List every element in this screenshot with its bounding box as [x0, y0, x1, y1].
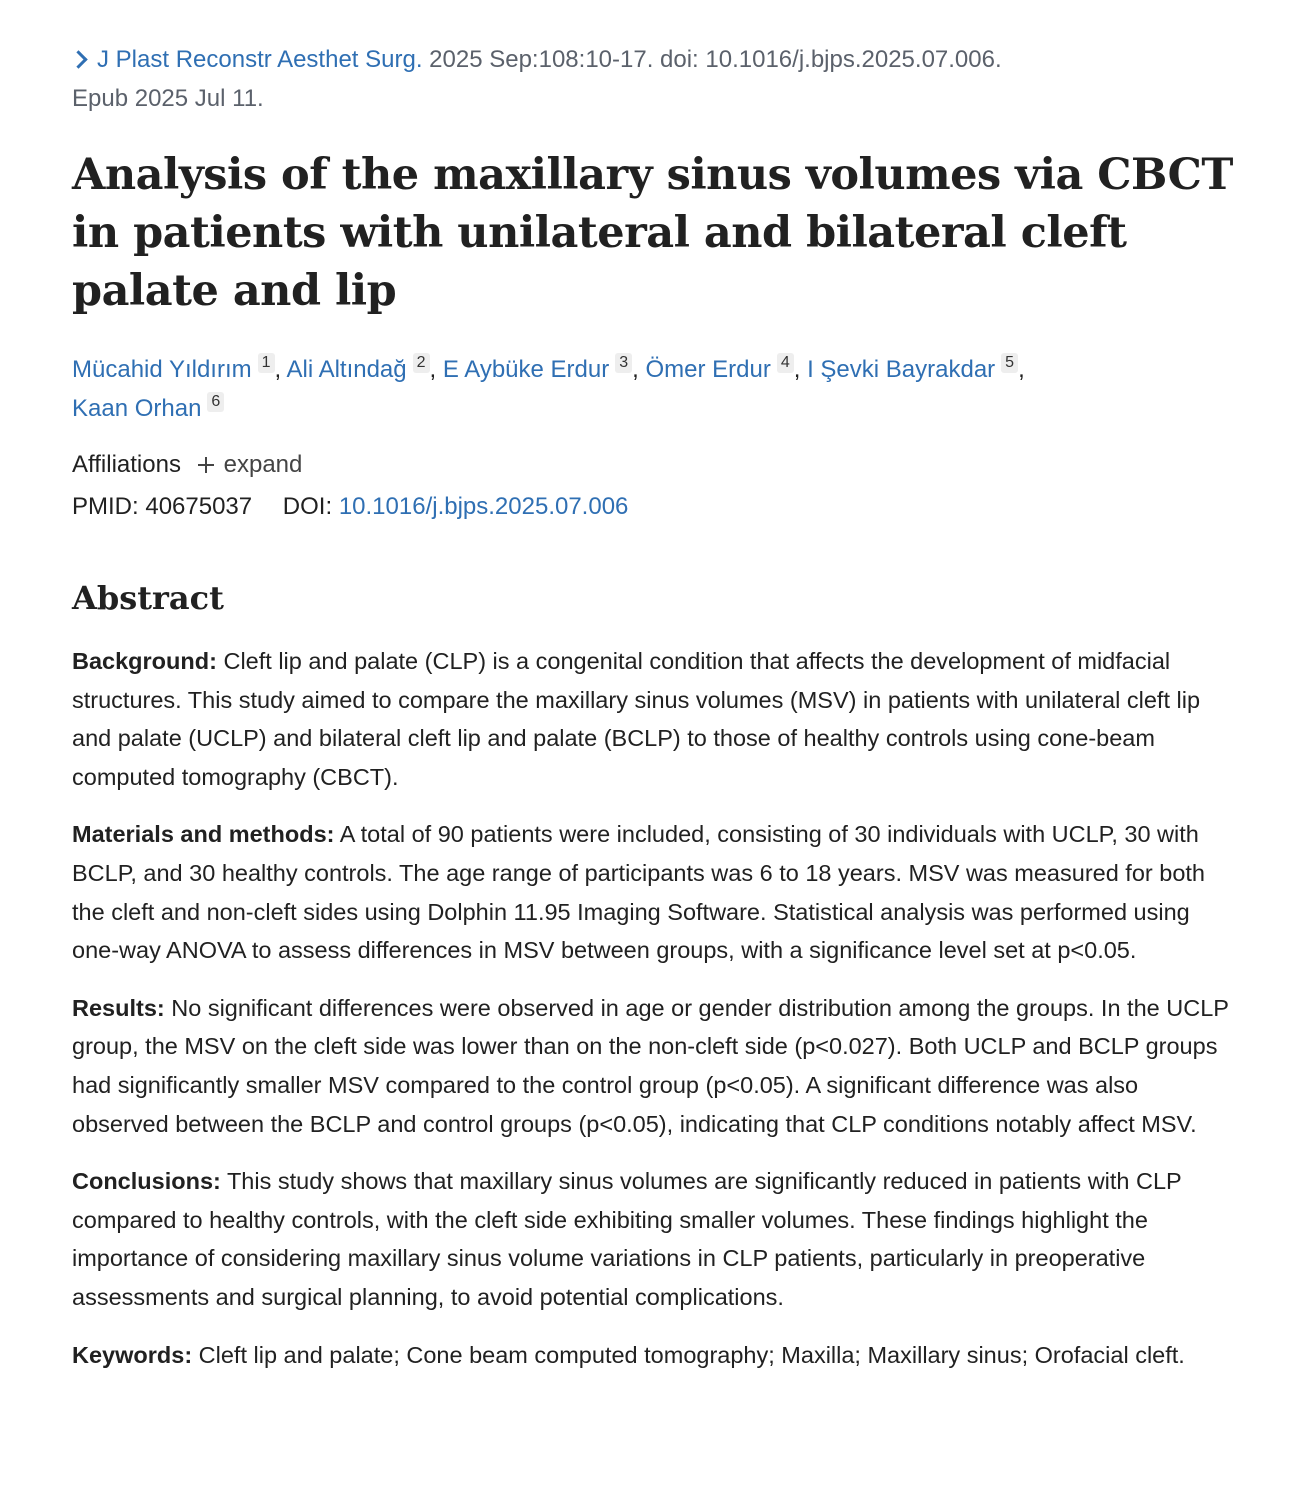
- author-link[interactable]: Ömer Erdur: [645, 356, 771, 383]
- affiliations-row: [72, 446, 1238, 484]
- epub-date: Epub 2025 Jul 11.: [72, 85, 264, 112]
- section-label: Keywords:: [72, 1341, 193, 1368]
- affiliation-ref[interactable]: 6: [207, 392, 224, 412]
- pmid-label: PMID:: [72, 493, 139, 520]
- journal-name: J Plast Reconstr Aesthet Surg.: [97, 46, 423, 73]
- affiliation-ref[interactable]: 3: [615, 353, 632, 373]
- doi-link[interactable]: 10.1016/j.bjps.2025.07.006: [338, 493, 629, 520]
- section-text: This study shows that maxillary sinus volumes are significantly reduced in patients with CLP compared to healthy controls, with the cleft side exhibiting smaller volumes. These findings highlight the importance of considering maxillary sinus volume variations in CLP patients, particularly in preoperative assessments and surgical planning, to avoid potential complications.: [72, 1168, 1182, 1310]
- keywords-text: Cleft lip and palate; Cone beam computed tomography; Maxilla; Maxillary sinus; Orofacial cleft.: [198, 1341, 1185, 1368]
- section-label: Conclusions:: [72, 1168, 221, 1195]
- plus-icon: [198, 457, 214, 473]
- section-label: Materials and methods:: [72, 821, 335, 848]
- section-text: A total of 90 patients were included, consisting of 30 individuals with UCLP, 30 with BCLP, and 30 healthy controls. The age range of participants was 6 to 18 years. MSV was measured for both the cleft and non-cleft sides using Dolphin 11.95 Imaging Software. Statistical analysis was performed using one-way ANOVA to assess differences in MSV between groups, with a significance level set at p<0.05.: [72, 821, 1206, 964]
- affiliation-ref[interactable]: 2: [413, 353, 430, 373]
- identifiers-row: [72, 488, 1238, 526]
- keywords: [72, 1336, 1238, 1375]
- author-link[interactable]: I Şevki Bayrakdar: [807, 356, 996, 383]
- author-link[interactable]: Kaan Orhan: [72, 395, 202, 422]
- section-label: Background:: [72, 648, 217, 674]
- abstract-conclusions: [72, 1162, 1238, 1316]
- article-title: Analysis of the maxillary sinus volumes via CBCT in patients with unilateral and bilateral cleft palate and lip: [72, 150, 1233, 316]
- section-label: Results:: [72, 994, 165, 1021]
- affiliation-ref[interactable]: 1: [258, 353, 275, 373]
- chevron-right-icon: [69, 50, 87, 68]
- abstract-heading: Abstract: [72, 579, 224, 617]
- abstract-methods: [72, 815, 1238, 969]
- affiliation-ref[interactable]: 4: [777, 353, 794, 373]
- citation-details: 2025 Sep:108:10-17. doi: 10.1016/j.bjps.2025.07.006.: [429, 46, 1002, 73]
- expand-label: expand: [223, 451, 303, 478]
- affiliations-expand-button[interactable]: [198, 451, 303, 478]
- citation-line: [72, 40, 1238, 118]
- author-link[interactable]: Mücahid Yıldırım: [72, 356, 252, 383]
- section-text: No significant differences were observed in age or gender distribution among the groups. In the UCLP group, the MSV on the cleft side was lower than on the non-cleft side (p<0.027). Both UCLP and BCLP groups had significantly smaller MSV compared to the control group (p<0.05). A significant difference was also observed between the BCLP and control groups (p<0.05), indicating that CLP conditions notably affect MSV.: [72, 994, 1229, 1137]
- section-text: Cleft lip and palate (CLP) is a congenital condition that affects the development of midfacial structures. This study aimed to compare the maxillary sinus volumes (MSV) in patients with unilateral cleft lip and palate (UCLP) and bilateral cleft lip and palate (BCLP) to those of healthy controls using cone-beam computed tomography (CBCT).: [72, 648, 1201, 790]
- abstract-background: [72, 642, 1238, 796]
- journal-link[interactable]: [72, 46, 423, 73]
- author-link[interactable]: Ali Altındağ: [286, 356, 407, 383]
- doi-label: DOI:: [282, 493, 333, 520]
- author-list: Mücahid Yıldırım $^1$ , Ali Altındağ $^2$ , E Aybüke Erdur $^3$ , Ömer Erdur $^4$ , I Şevki Bayrakdar $^5$ , Kaan Orhan $^6$: [72, 354, 1025, 422]
- author-link[interactable]: E Aybüke Erdur: [442, 356, 610, 383]
- abstract-results: [72, 989, 1238, 1143]
- pmid-value: 40675037: [145, 493, 253, 520]
- affiliations-label: Affiliations: [72, 451, 181, 478]
- affiliation-ref[interactable]: 5: [1001, 353, 1018, 373]
